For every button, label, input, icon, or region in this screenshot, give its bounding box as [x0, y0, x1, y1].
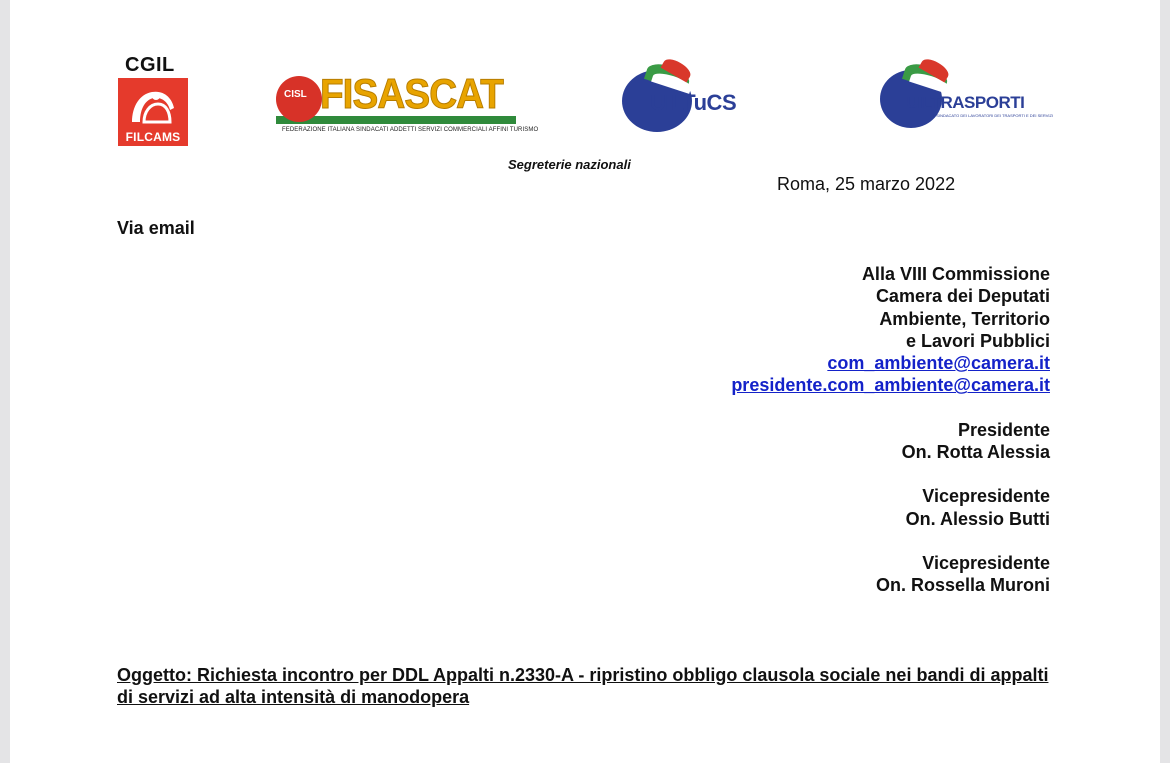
uiltucs-logo-text: UILTuCS: [650, 90, 737, 115]
letter-date: Roma, 25 marzo 2022: [777, 174, 956, 194]
uiltrasporti-subtitle: IL SINDACATO DEI LAVORATORI DEI TRASPORTI E DEI SERVIZI: [932, 113, 1054, 118]
recipient-line: Ambiente, Territorio: [879, 308, 1050, 329]
fisascat-logo: [276, 70, 539, 136]
recipient-line: Camera dei Deputati: [875, 286, 1050, 307]
recipient-line: Alla VIII Commissione: [861, 264, 1050, 284]
contact-name: On. Rossella Muroni: [875, 575, 1050, 596]
uiltrasporti-logo: [880, 60, 1054, 136]
fisascat-subtitle: FEDERAZIONE ITALIANA SINDACATI ADDETTI SERVIZI COMMERCIALI AFFINI TURISMO: [282, 127, 539, 133]
recipient-block: [731, 263, 1050, 597]
cisl-badge: [276, 76, 322, 122]
contact-role: Vicepresidente: [922, 552, 1050, 573]
filcams-emblem-icon: [126, 84, 180, 128]
recipient-line: e Lavori Pubblici: [905, 330, 1050, 351]
subject-line: Oggetto: Richiesta incontro per DDL Appalti n.2330-A - ripristino obbligo clausola sociale nei bandi di appalti di servizi ad alta intensità di manodopera: [117, 665, 1049, 707]
filcams-logo-text: FILCAMS: [125, 130, 181, 144]
delivery-method: Via email: [117, 218, 195, 238]
contact-role: Vicepresidente: [922, 486, 1050, 507]
segreterie-label: Segreterie nazionali: [508, 157, 631, 172]
cgil-logo-text: CGIL: [125, 54, 175, 76]
email-link-president[interactable]: presidente.com_ambiente@camera.it: [731, 375, 1050, 396]
uiltucs-logo: [622, 60, 782, 136]
filcams-logo: [118, 78, 188, 146]
contact-role: Presidente: [957, 419, 1050, 440]
contact-name: On. Alessio Butti: [905, 508, 1050, 529]
cisl-badge-text: CISL: [284, 89, 307, 100]
email-link-commission[interactable]: com_ambiente@camera.it: [827, 353, 1050, 374]
uiltrasporti-logo-text: UILTRASPORTI: [906, 93, 1025, 112]
contact-name: On. Rotta Alessia: [901, 442, 1050, 463]
fisascat-logo-text: FISASCAT: [320, 70, 503, 117]
document-page: [10, 0, 1160, 763]
